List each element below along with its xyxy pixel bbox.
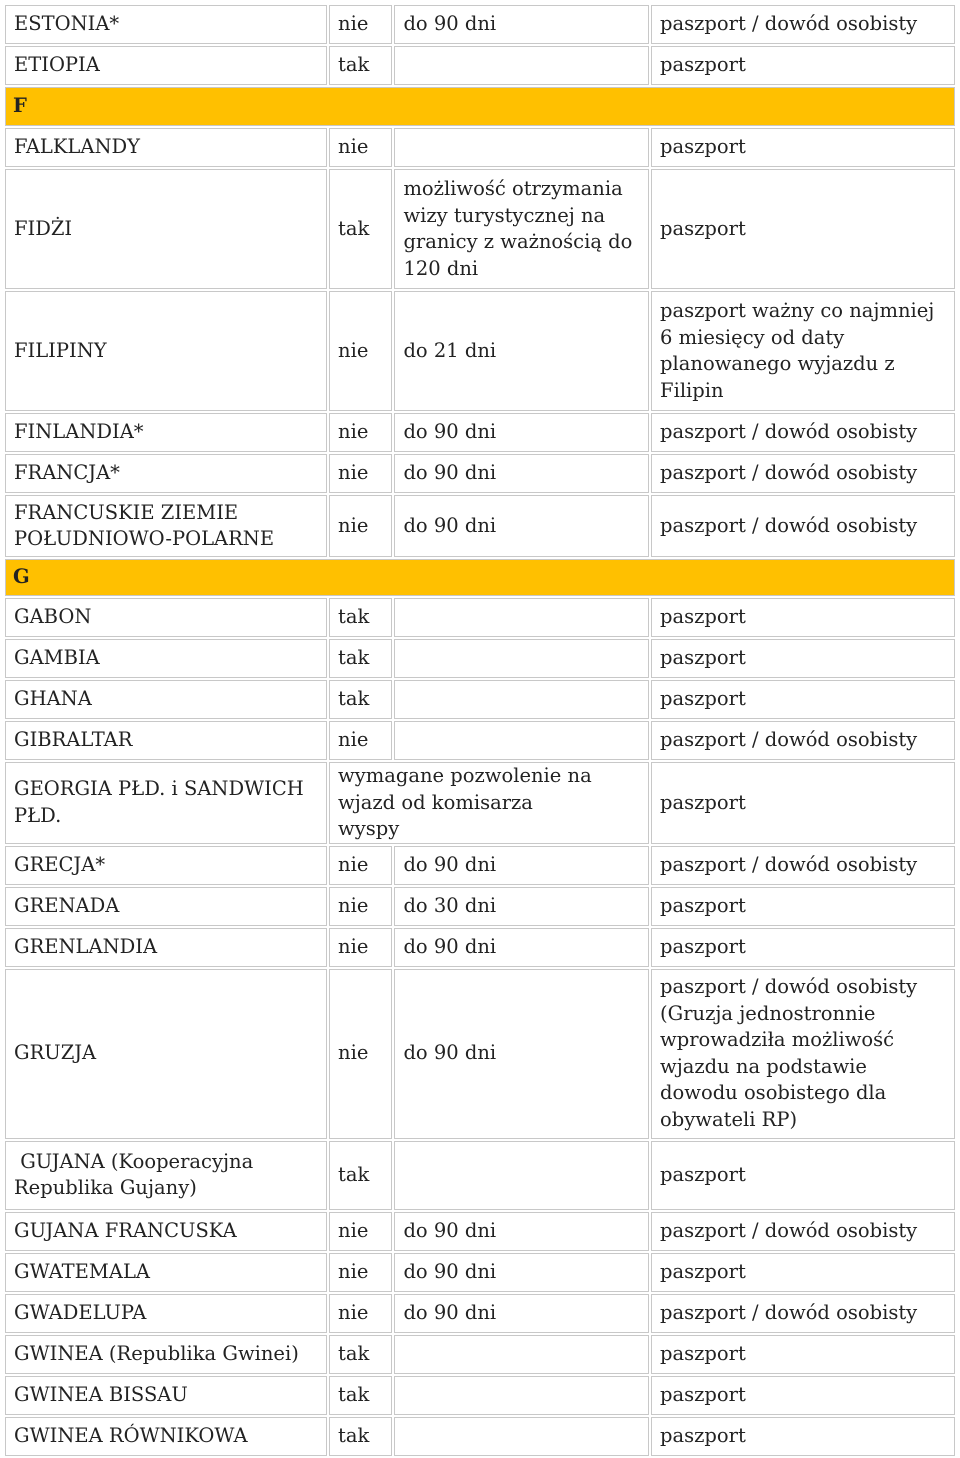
country-cell: FIDŻI (5, 169, 327, 289)
document-cell: paszport ważny co najmniej 6 miesięcy od daty planowanego wyjazdu z Filipin (651, 291, 955, 411)
stay-cell: do 90 dni (394, 5, 649, 44)
table-row (5, 762, 955, 844)
document-cell: paszport (651, 1253, 955, 1292)
stay-cell: do 90 dni (394, 969, 649, 1139)
country-cell: GWADELUPA (5, 1294, 327, 1333)
stay-cell: do 30 dni (394, 887, 649, 926)
stay-cell: do 90 dni (394, 495, 649, 557)
country-cell: GWINEA RÓWNIKOWA (5, 1417, 327, 1456)
document-cell: paszport / dowód osobisty (651, 454, 955, 493)
document-cell: paszport / dowód osobisty (651, 846, 955, 885)
document-cell: paszport / dowód osobisty (651, 721, 955, 760)
table-row (5, 846, 955, 885)
table-row (5, 969, 955, 1139)
stay-cell: do 90 dni (394, 928, 649, 967)
visa-required-cell: tak (329, 1376, 392, 1415)
stay-cell: do 90 dni (394, 1253, 649, 1292)
letter-header-row (5, 87, 955, 126)
document-cell: paszport (651, 680, 955, 719)
stay-cell (394, 46, 649, 85)
country-cell: FRANCUSKIE ZIEMIE POŁUDNIOWO-POLARNE (5, 495, 327, 557)
visa-required-cell: nie (329, 495, 392, 557)
stay-cell: do 90 dni (394, 1294, 649, 1333)
stay-cell: do 90 dni (394, 413, 649, 452)
table-row (5, 1294, 955, 1333)
visa-required-cell: nie (329, 1212, 392, 1251)
stay-cell: do 90 dni (394, 846, 649, 885)
visa-required-cell: tak (329, 1335, 392, 1374)
country-cell: GWINEA BISSAU (5, 1376, 327, 1415)
table-row (5, 1376, 955, 1415)
country-cell: GRUZJA (5, 969, 327, 1139)
stay-cell (394, 1376, 649, 1415)
document-cell: paszport (651, 169, 955, 289)
country-cell: GWATEMALA (5, 1253, 327, 1292)
stay-cell (394, 128, 649, 167)
country-cell: GABON (5, 598, 327, 637)
visa-required-cell: nie (329, 721, 392, 760)
stay-cell: do 90 dni (394, 454, 649, 493)
table-row (5, 291, 955, 411)
table-row (5, 1335, 955, 1374)
country-cell: GUJANA FRANCUSKA (5, 1212, 327, 1251)
visa-required-cell: tak (329, 598, 392, 637)
table-row (5, 1417, 955, 1456)
letter-header-row (5, 559, 955, 596)
document-cell: paszport / dowód osobisty (651, 413, 955, 452)
visa-required-cell: tak (329, 169, 392, 289)
stay-cell (394, 680, 649, 719)
table-row (5, 1141, 955, 1210)
country-cell: ETIOPIA (5, 46, 327, 85)
visa-required-cell: nie (329, 413, 392, 452)
table-row (5, 721, 955, 760)
country-cell: GAMBIA (5, 639, 327, 678)
table-row (5, 5, 955, 44)
stay-cell (394, 639, 649, 678)
table-row (5, 495, 955, 557)
document-cell: paszport (651, 1141, 955, 1210)
country-cell: GRECJA* (5, 846, 327, 885)
visa-required-cell: tak (329, 639, 392, 678)
document-cell: paszport (651, 1417, 955, 1456)
table-row (5, 928, 955, 967)
table-row (5, 887, 955, 926)
visa-required-cell: nie (329, 846, 392, 885)
stay-cell (394, 598, 649, 637)
country-cell: GEORGIA PŁD. i SANDWICH PŁD. (5, 762, 327, 844)
document-cell: paszport (651, 1335, 955, 1374)
table-row (5, 454, 955, 493)
visa-required-cell: tak (329, 1141, 392, 1210)
visa-requirements-table (3, 3, 957, 1458)
stay-cell (394, 1141, 649, 1210)
visa-required-cell: nie (329, 969, 392, 1139)
visa-required-cell: tak (329, 680, 392, 719)
visa-required-cell: nie (329, 887, 392, 926)
visa-required-cell: nie (329, 1253, 392, 1292)
document-cell: paszport (651, 128, 955, 167)
stay-cell (394, 1417, 649, 1456)
letter-header: F (5, 87, 955, 126)
document-cell: paszport / dowód osobisty (651, 1212, 955, 1251)
visa-required-cell: tak (329, 1417, 392, 1456)
country-cell: GIBRALTAR (5, 721, 327, 760)
country-cell: FRANCJA* (5, 454, 327, 493)
stay-cell (394, 1335, 649, 1374)
letter-header: G (5, 559, 955, 596)
document-cell: paszport / dowód osobisty (651, 1294, 955, 1333)
table-row (5, 169, 955, 289)
document-cell: paszport / dowód osobisty (Gruzja jednostronnie wprowadziła możliwość wjazdu na podstawie dowodu osobistego dla obywateli RP) (651, 969, 955, 1139)
table-row (5, 413, 955, 452)
table-row (5, 598, 955, 637)
table-row (5, 1253, 955, 1292)
document-cell: paszport (651, 928, 955, 967)
document-cell: paszport / dowód osobisty (651, 495, 955, 557)
country-cell: GRENADA (5, 887, 327, 926)
visa-required-cell: nie (329, 1294, 392, 1333)
stay-cell: do 90 dni (394, 1212, 649, 1251)
document-cell: paszport (651, 598, 955, 637)
visa-required-cell: nie (329, 5, 392, 44)
country-cell: FALKLANDY (5, 128, 327, 167)
country-cell: GRENLANDIA (5, 928, 327, 967)
document-cell: paszport (651, 887, 955, 926)
country-cell: GUJANA (Kooperacyjna Republika Gujany) (5, 1141, 327, 1210)
country-cell: GHANA (5, 680, 327, 719)
country-cell: GWINEA (Republika Gwinei) (5, 1335, 327, 1374)
visa-required-cell: tak (329, 46, 392, 85)
visa-required-cell: nie (329, 128, 392, 167)
table-row (5, 680, 955, 719)
document-cell: paszport (651, 1376, 955, 1415)
country-cell: ESTONIA* (5, 5, 327, 44)
table-row (5, 1212, 955, 1251)
table-row (5, 639, 955, 678)
document-cell: paszport (651, 762, 955, 844)
stay-cell (394, 721, 649, 760)
document-cell: paszport (651, 46, 955, 85)
table-body (5, 5, 955, 1456)
visa-required-cell: nie (329, 291, 392, 411)
stay-cell: możliwość otrzymania wizy turystycznej na granicy z ważnością do 120 dni (394, 169, 649, 289)
stay-cell: do 21 dni (394, 291, 649, 411)
country-cell: FILIPINY (5, 291, 327, 411)
table-row (5, 46, 955, 85)
visa-required-cell: nie (329, 928, 392, 967)
document-cell: paszport (651, 639, 955, 678)
country-cell: FINLANDIA* (5, 413, 327, 452)
document-cell: paszport / dowód osobisty (651, 5, 955, 44)
table-row (5, 128, 955, 167)
note-cell: wymagane pozwolenie na wjazd od komisarza wyspy (329, 762, 649, 844)
visa-required-cell: nie (329, 454, 392, 493)
